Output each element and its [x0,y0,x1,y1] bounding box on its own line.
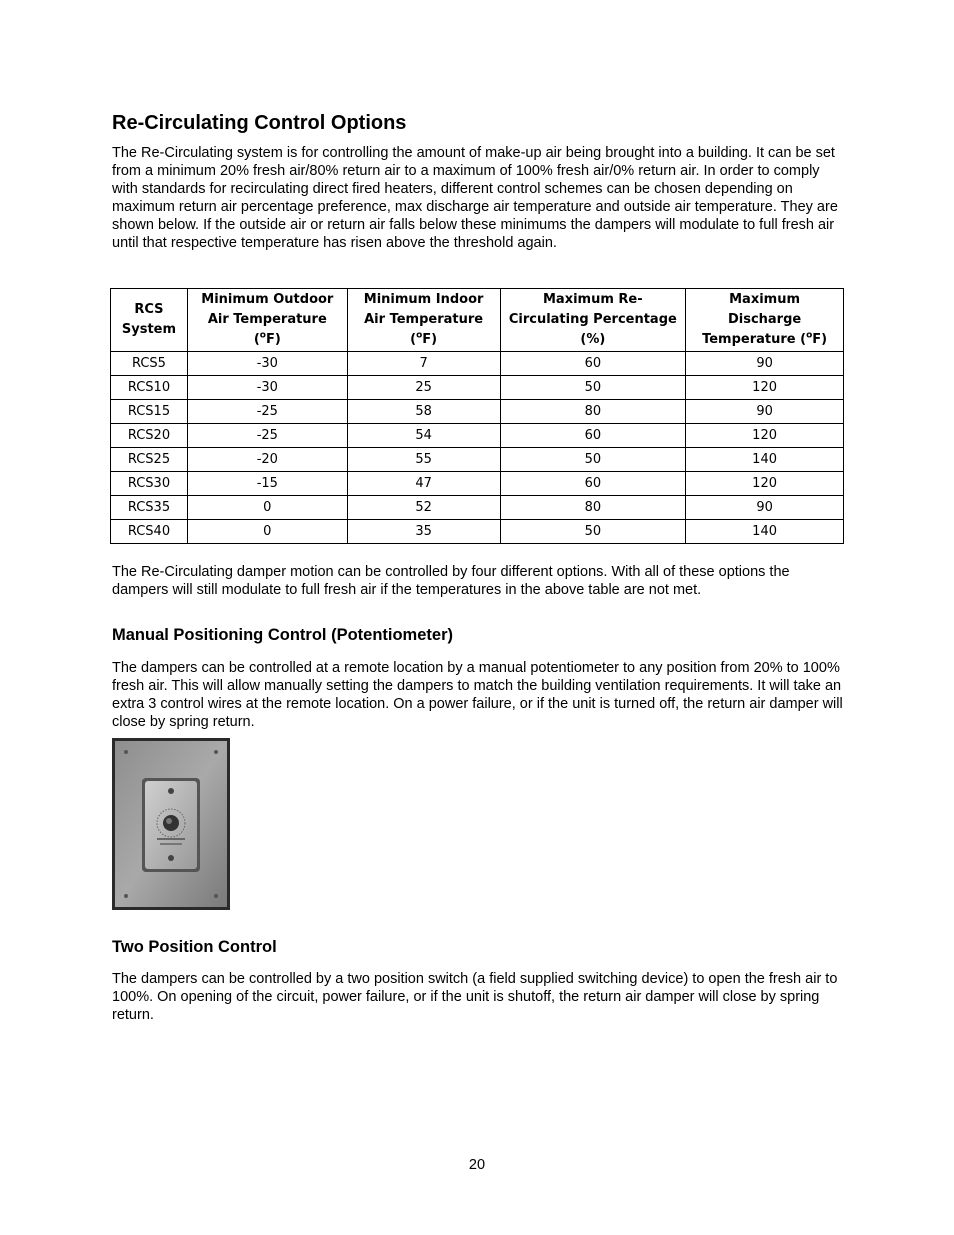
table-cell: 7 [347,352,500,376]
table-cell: 120 [686,472,844,496]
table-cell: -15 [187,472,347,496]
table-cell: RCS5 [111,352,188,376]
table-cell: 50 [500,376,686,400]
table-cell: -30 [187,376,347,400]
manual-paragraph: The dampers can be controlled at a remote location by a manual potentiometer to any position from 20% to 100% fresh air. This will allow manually setting the dampers to match the building ventilation requirements. It will take an extra 3 control wires at the remote location. On a power failure, or if the unit is turned off, the return air damper will close by spring return. [112,660,843,730]
table-cell: 90 [686,400,844,424]
table-row [111,352,844,376]
rcs-table [110,288,844,544]
table-cell: 0 [187,496,347,520]
table-row [111,424,844,448]
column-header: RCS System [111,289,188,352]
column-header: Minimum Outdoor Air Temperature ($^o$F) [187,289,347,352]
table-cell: 60 [500,472,686,496]
column-header: Minimum Indoor Air Temperature ($^o$F) [347,289,500,352]
table-cell: -20 [187,448,347,472]
table-row [111,448,844,472]
table-cell: -25 [187,400,347,424]
table-cell: RCS10 [111,376,188,400]
table-cell: 50 [500,520,686,544]
table-cell: RCS35 [111,496,188,520]
table-row [111,472,844,496]
page-number: 20 [468,1157,486,1173]
section-heading-manual: Manual Positioning Control (Potentiometer) [112,626,453,644]
table-cell: 25 [347,376,500,400]
table-row [111,400,844,424]
table-cell: RCS20 [111,424,188,448]
table-cell: 140 [686,520,844,544]
table-cell: 58 [347,400,500,424]
options-paragraph: The Re-Circulating damper motion can be controlled by four different options. With all of these options the dampers will still modulate to full fresh air if the temperatures in the above table are not met. [112,564,790,598]
table-cell: 50 [500,448,686,472]
table-cell: 60 [500,424,686,448]
table-body [111,352,844,544]
table-cell: 52 [347,496,500,520]
table-header-row [111,289,844,352]
table-cell: 60 [500,352,686,376]
table-cell: RCS15 [111,400,188,424]
table-cell: 80 [500,496,686,520]
table-cell: RCS30 [111,472,188,496]
intro-paragraph: The Re-Circulating system is for controlling the amount of make-up air being brought into a building. It can be set from a minimum 20% fresh air/80% return air to a maximum of 100% fresh air/0% return air. In order to comply with standards for recirculating direct fired heaters, different control schemes can be chosen depending on maximum return air percentage preference, max discharge air temperature and outside air temperature. They are shown below. If the outside air or return air falls below these minimums the dampers will modulate to full fresh air until that respective temperature has risen above the threshold again. [112,145,838,251]
table-cell: 90 [686,496,844,520]
table-cell: 120 [686,424,844,448]
two-position-paragraph: The dampers can be controlled by a two position switch (a field supplied switching device) to open the fresh air to 100%. On opening of the circuit, power failure, or if the unit is shutoff, the return air damper will close by spring return. [112,971,838,1023]
page-title: Re-Circulating Control Options [112,112,407,134]
table-cell: -25 [187,424,347,448]
table-cell: 47 [347,472,500,496]
column-header: Maximum Discharge Temperature ($^o$F) [686,289,844,352]
table-row [111,376,844,400]
table-cell: RCS40 [111,520,188,544]
table-cell: RCS25 [111,448,188,472]
column-header: Maximum Re- Circulating Percentage (%) [500,289,686,352]
table-row [111,520,844,544]
table-cell: 0 [187,520,347,544]
potentiometer-photo [112,738,230,910]
table-cell: 55 [347,448,500,472]
section-heading-two-position: Two Position Control [112,938,277,956]
table-cell: 80 [500,400,686,424]
table-row [111,496,844,520]
table-cell: 90 [686,352,844,376]
table-cell: 54 [347,424,500,448]
table-cell: -30 [187,352,347,376]
table-cell: 120 [686,376,844,400]
table-cell: 35 [347,520,500,544]
table-cell: 140 [686,448,844,472]
